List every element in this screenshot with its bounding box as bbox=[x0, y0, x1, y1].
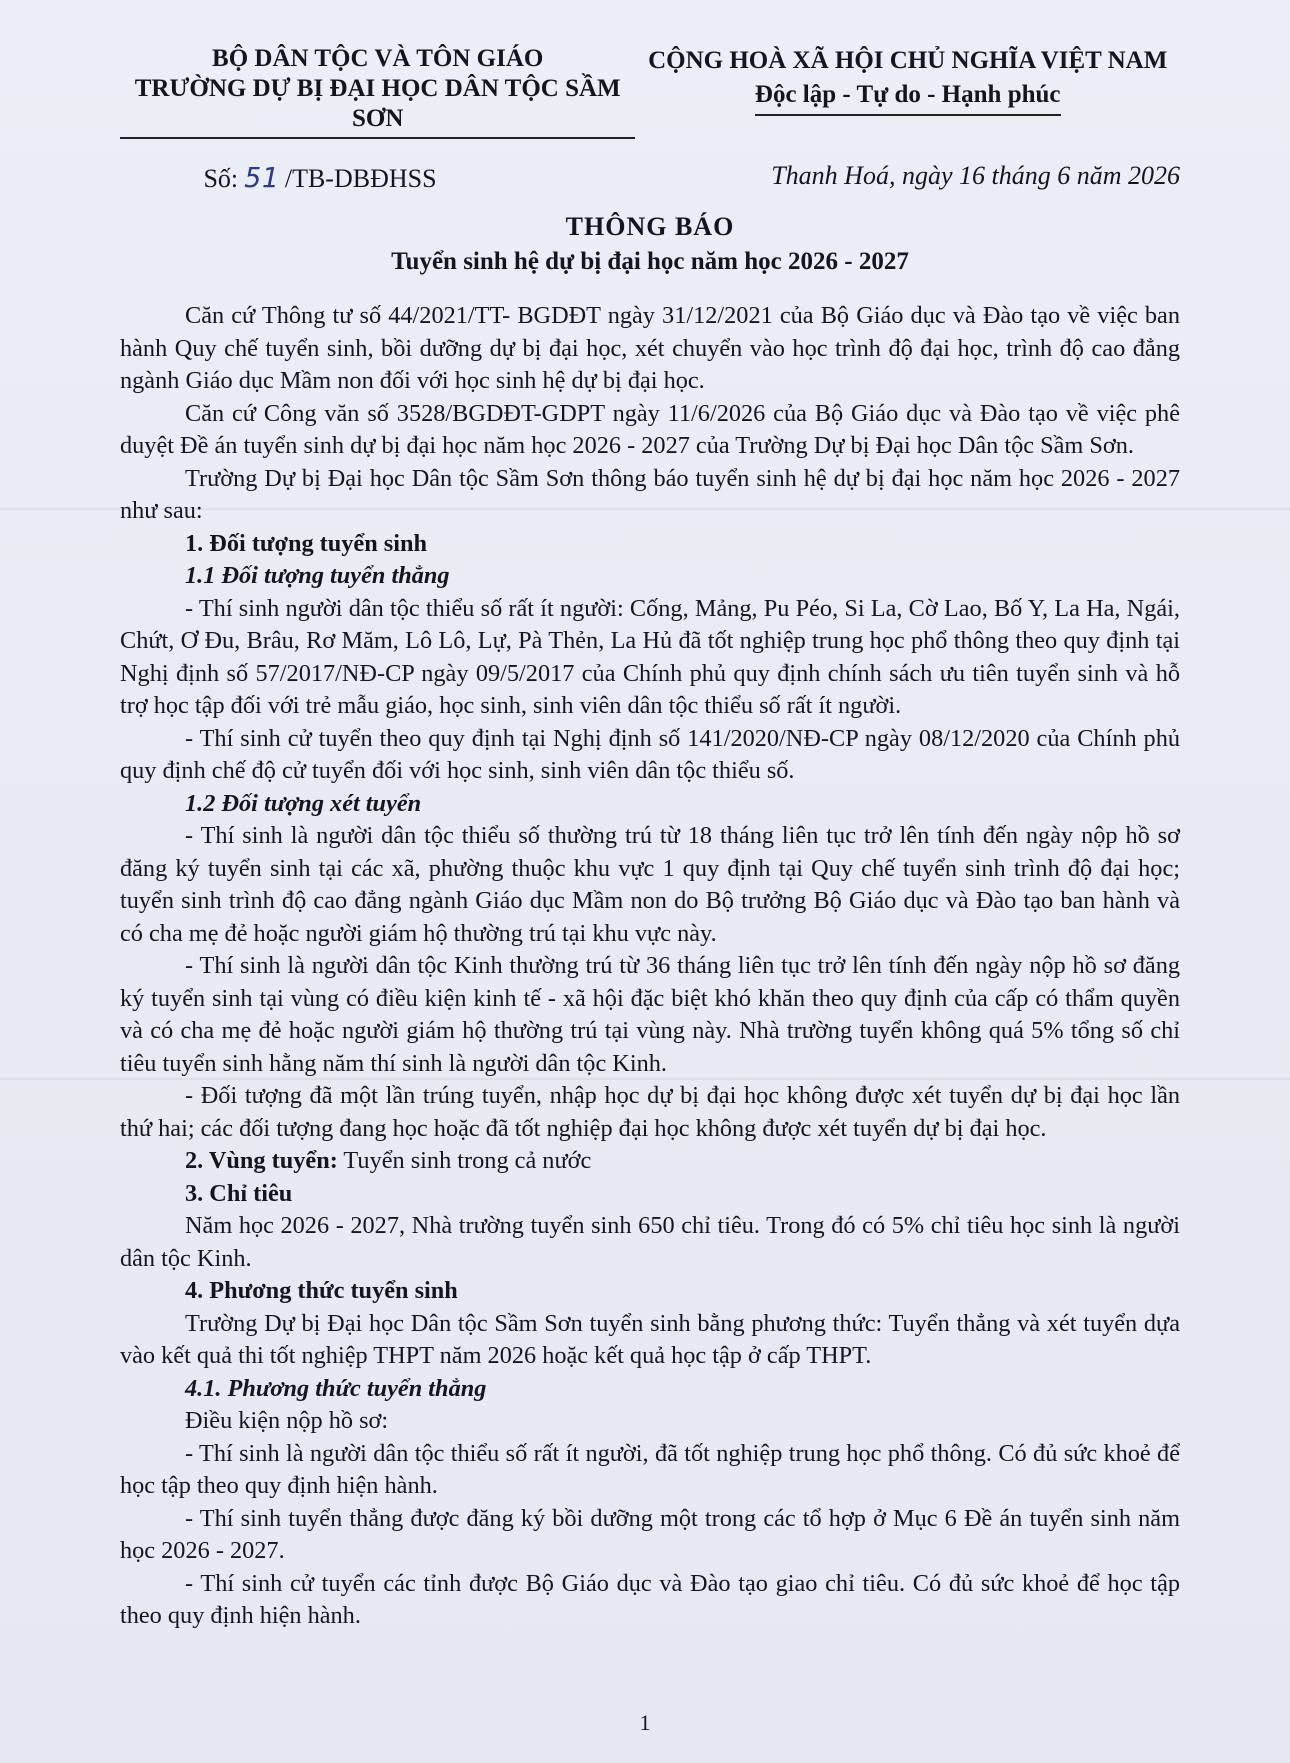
section-heading: 1.2 Đối tượng xét tuyển bbox=[185, 789, 422, 817]
ministry-name: BỘ DÂN TỘC VÀ TÔN GIÁO bbox=[212, 45, 544, 72]
paragraph: - Thí sinh là người dân tộc thiểu số rất ít người, đã tốt nghiệp trung học phổ thông. Có đủ sức khoẻ để học tập theo quy định hiện hành. bbox=[120, 1439, 1180, 1499]
paragraph: - Thí sinh người dân tộc thiểu số rất ít người: Cống, Mảng, Pu Péo, Si La, Cờ Lao, Bố Y, La Ha, Ngái, Chứt, Ơ Đu, Brâu, Rơ Măm, Lô Lô, Lự, Pà Thẻn, La Hủ đã tốt nghiệp trung học phổ thông theo quy định tại Nghị định số 57/2017/NĐ-CP ngày 09/5/2017 của Chính phủ quy định chính sách ưu tiên tuyển sinh và hỗ trợ học tập đối với trẻ mẫu giáo, học sinh, sinh viên dân tộc thiểu số rất ít người. bbox=[120, 594, 1180, 719]
number-prefix: Số: bbox=[203, 164, 245, 193]
section-heading: 4.1. Phương thức tuyển thẳng bbox=[185, 1374, 487, 1402]
paragraph: Trường Dự bị Đại học Dân tộc Sầm Sơn thông báo tuyển sinh hệ dự bị đại học năm học 2026 - 2027 như sau: bbox=[120, 464, 1180, 524]
section-heading bbox=[120, 1145, 1180, 1178]
paragraph: Năm học 2026 - 2027, Nhà trường tuyển sinh 650 chỉ tiêu. Trong đó có 5% chỉ tiêu học sinh là người dân tộc Kinh. bbox=[120, 1212, 1180, 1272]
paragraph: Trường Dự bị Đại học Dân tộc Sầm Sơn tuyển sinh bằng phương thức: Tuyển thẳng và xét tuyển dựa vào kết quả thi tốt nghiệp THPT năm 2026 hoặc kết quả học tập ở cấp THPT. bbox=[120, 1309, 1180, 1369]
paragraph: Điều kiện nộp hồ sơ: bbox=[185, 1407, 389, 1434]
paragraph: Căn cứ Thông tư số 44/2021/TT- BGDĐT ngày 31/12/2021 của Bộ Giáo dục và Đào tạo về việc ban hành Quy chế tuyển sinh, bồi dưỡng dự bị đại học, xét chuyển vào học trình độ đại học, trình độ cao đẳng ngành Giáo dục Mầm non đối với học sinh hệ dự bị đại học. bbox=[120, 302, 1180, 394]
paper-fold bbox=[0, 508, 1290, 510]
document-header bbox=[120, 44, 1180, 139]
handwritten-number: 51 bbox=[244, 161, 279, 194]
school-name: TRƯỜNG DỰ BỊ ĐẠI HỌC DÂN TỘC SẦM SƠN bbox=[120, 74, 635, 139]
number-suffix: /TB-DBĐHSS bbox=[278, 164, 437, 193]
paragraph: - Đối tượng đã một lần trúng tuyển, nhập học dự bị đại học không được xét tuyển dự bị đại học lần thứ hai; các đối tượng đang học hoặc đã tốt nghiệp đại học không được xét tuyển dự bị đại học. bbox=[120, 1082, 1180, 1142]
document-number bbox=[120, 161, 520, 194]
national-motto-block bbox=[635, 44, 1180, 139]
paragraph: - Thí sinh là người dân tộc thiểu số thường trú từ 18 tháng liên tục trở lên tính đến ngày nộp hồ sơ đăng ký tuyển sinh tại các xã, phường thuộc khu vực 1 quy định tại Quy chế tuyển sinh trình độ đại học; tuyển sinh trình độ cao đẳng ngành Giáo dục Mầm non do Bộ trưởng Bộ Giáo dục và Đào tạo ban hành và có cha mẹ đẻ hoặc người giám hộ thường trú tại khu vực này. bbox=[120, 822, 1180, 947]
country-name: CỘNG HOÀ XÃ HỘI CHỦ NGHĨA VIỆT NAM bbox=[648, 47, 1168, 74]
paragraph: Căn cứ Công văn số 3528/BGDĐT-GDPT ngày 11/6/2026 của Bộ Giáo dục và Đào tạo về việc phê duyệt Đề án tuyển sinh dự bị đại học năm học 2026 - 2027 của Trường Dự bị Đại học Dân tộc Sầm Sơn. bbox=[120, 399, 1180, 459]
heading-label: 2. Vùng tuyển: bbox=[185, 1147, 338, 1174]
motto: Độc lập - Tự do - Hạnh phúc bbox=[755, 78, 1061, 116]
document-title: THÔNG BÁO bbox=[565, 212, 735, 241]
place-date: Thanh Hoá, ngày 16 tháng 6 năm 2026 bbox=[771, 161, 1180, 190]
section-heading: 1. Đối tượng tuyển sinh bbox=[185, 529, 428, 557]
section-heading: 1.1 Đối tượng tuyển thẳng bbox=[185, 562, 450, 589]
issuer-block bbox=[120, 44, 635, 139]
section-heading: 3. Chỉ tiêu bbox=[185, 1179, 293, 1207]
paragraph: - Thí sinh cử tuyển theo quy định tại Nghị định số 141/2020/NĐ-CP ngày 08/12/2020 của Chính phủ quy định chế độ cử tuyển đối với học sinh, sinh viên dân tộc thiểu số. bbox=[120, 724, 1180, 784]
document-body bbox=[120, 300, 1180, 1633]
paragraph: - Thí sinh là người dân tộc Kinh thường trú từ 36 tháng liên tục trở lên tính đến ngày nộp hồ sơ đăng ký tuyển sinh tại vùng có điều kiện kinh tế - xã hội đặc biệt khó khăn theo quy định của cấp có thẩm quyền và có cha mẹ đẻ hoặc người giám hộ thường trú tại vùng này. Nhà trường tuyển không quá 5% tổng số chỉ tiêu tuyển sinh hằng năm thí sinh là người dân tộc Kinh. bbox=[120, 952, 1180, 1077]
paper-fold bbox=[0, 1078, 1290, 1080]
section-heading: 4. Phương thức tuyển sinh bbox=[185, 1277, 458, 1304]
paragraph: - Thí sinh cử tuyển các tỉnh được Bộ Giáo dục và Đào tạo giao chỉ tiêu. Có đủ sức khoẻ để học tập theo quy định hiện hành. bbox=[120, 1569, 1180, 1629]
heading-text: Tuyển sinh trong cả nước bbox=[337, 1147, 592, 1174]
paragraph: - Thí sinh tuyển thẳng được đăng ký bồi dưỡng một trong các tổ hợp ở Mục 6 Đề án tuyển sinh năm học 2026 - 2027. bbox=[120, 1504, 1180, 1564]
document-meta bbox=[120, 161, 1180, 194]
document-subtitle: Tuyển sinh hệ dự bị đại học năm học 2026 - 2027 bbox=[391, 248, 909, 275]
page-number: 1 bbox=[639, 1710, 651, 1735]
